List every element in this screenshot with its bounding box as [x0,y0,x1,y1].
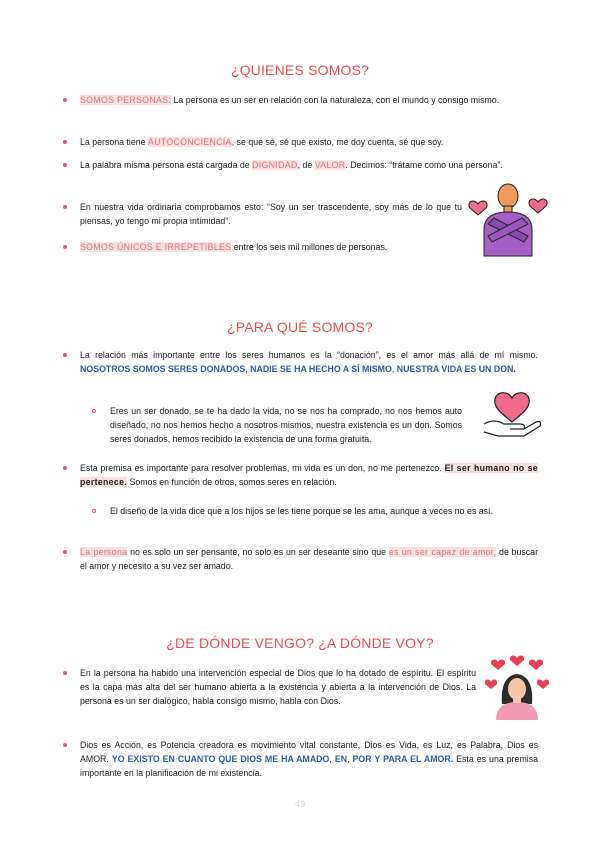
item-text: Dios es Acción, es Potencia creadora es movimiento vital constante, Dios es Vida, es Luz, es Palabra, Dios es AMOR. [80,740,538,765]
heart-in-hand-icon [480,384,544,440]
emphasis-text: POR Y PARA EL AMOR. [352,754,454,765]
highlight-bold-text: El ser humano no se pertenece. [80,463,538,488]
item-text: Somos en función de otros, somos seres en relación. [127,477,337,488]
item-text: Esta es una premisa importante en la planificación de mi existencia. [80,754,539,779]
emphasis-text: EN [334,754,348,765]
highlight-text: SOMOS PERSONAS: [80,95,172,105]
highlight-text: es un ser capaz de amor, [388,547,497,557]
bullet [63,550,67,554]
list-item [80,240,462,254]
list-item [80,158,538,172]
page-number: 49 [294,799,305,809]
sub-list-item [110,504,538,518]
item-text: . Decimos: “trátame como una persona”. [345,160,503,170]
item-text: , se que sé, sé que existo, me doy cuenta, sé que soy. [231,137,444,147]
highlight-text: AUTOCONCIENCIA [147,137,232,147]
sub-bullet [92,409,96,413]
item-text: La palabra misma persona está cargada de [80,160,253,170]
list-item [80,135,538,149]
highlight-text: SOMOS ÚNICOS E IRREPETIBLES [80,242,232,252]
item-text: no es solo un ser pensante, no solo es un ser deseante sino que [127,547,389,557]
highlight-text: La persona [80,547,128,557]
item-text: Esta premisa es importante para resolver problemas, mi vida es un don, no me pertenezco. [80,463,445,473]
list-item [80,666,476,709]
item-text: En la persona ha habido una intervención especial de Dios que lo ha dotado de espíritu. El espíritu es la capa más alta del ser humano abierta a la existencia y abierta a la intervención de Dios. La persona es un ser dialógico, habla consigo mismo, habla con Dios. [80,668,476,707]
item-text: , de [297,160,315,170]
highlight-text: VALOR [314,160,346,170]
list-item [80,461,538,489]
list-item [80,200,462,228]
list-item [80,738,538,781]
bullet [63,671,67,675]
highlight-text: DIGNIDAD [252,160,298,170]
list-item [80,545,538,573]
item-text: , [347,754,353,765]
person-hugging-self-icon [468,178,550,258]
item-text: de buscar el amor y necesito a su vez ser amado. [80,547,538,572]
item-text: La persona tiene [80,137,148,147]
list-item [80,93,538,107]
bullet [63,743,67,747]
section-title-de-donde-vengo: ¿DE DÓNDE VENGO? ¿A DÓNDE VOY? [166,635,434,651]
emphasis-text: YO EXISTO EN CUANTO QUE DIOS ME HA AMADO [111,754,330,765]
section-title-quienes-somos: ¿QUIENES SOMOS? [230,62,370,78]
item-text: La relación más importante entre los seres humanos es la “donación”, es el amor más allá de mí mismo. [80,350,538,360]
list-item [80,348,538,376]
emphasis-text: NOSOTROS SOMOS SERES DONADOS [80,364,246,375]
bullet [63,245,67,249]
item-text: En nuestra vida ordinaria comprobamos esto: “Soy un ser trascendente, soy más de lo que tu piensas, yo tengo mi propia intimidad”. [80,202,462,227]
item-text: , [391,364,397,375]
woman-with-hearts-icon [484,652,550,720]
sub-bullet [92,509,96,513]
bullet [63,98,67,102]
item-text: El diseño de la vida dice que a los hijos se les tiene porque se les ama, aunque a veces no es así. [110,506,493,516]
item-text: , [245,364,251,375]
bullet [63,466,67,470]
item-text: La persona es un ser en relación con la naturaleza, con el mundo y consigo mismo. [171,95,500,105]
bullet [63,353,67,357]
item-text: , [329,754,335,765]
emphasis-text: NUESTRA VIDA ES UN DON. [396,364,516,375]
bullet [63,140,67,144]
item-text: entre los seis mil millones de personas. [231,242,388,252]
emphasis-text: NADIE SE HA HECHO A SÍ MISMO [250,364,392,375]
section-title-para-que-somos: ¿PARA QUÉ SOMOS? [226,319,374,335]
bullet [63,163,67,167]
item-text: Eres un ser donado, se te ha dado la vida, no se nos ha comprado, no nos hemos auto diseñado, no nos hemos hecho a nosotros mismos, nuestra existencia es un don. Somos seres donados, hemos recibido la existencia de una forma gratuita. [110,406,462,445]
bullet [63,205,67,209]
sub-list-item [110,404,462,447]
